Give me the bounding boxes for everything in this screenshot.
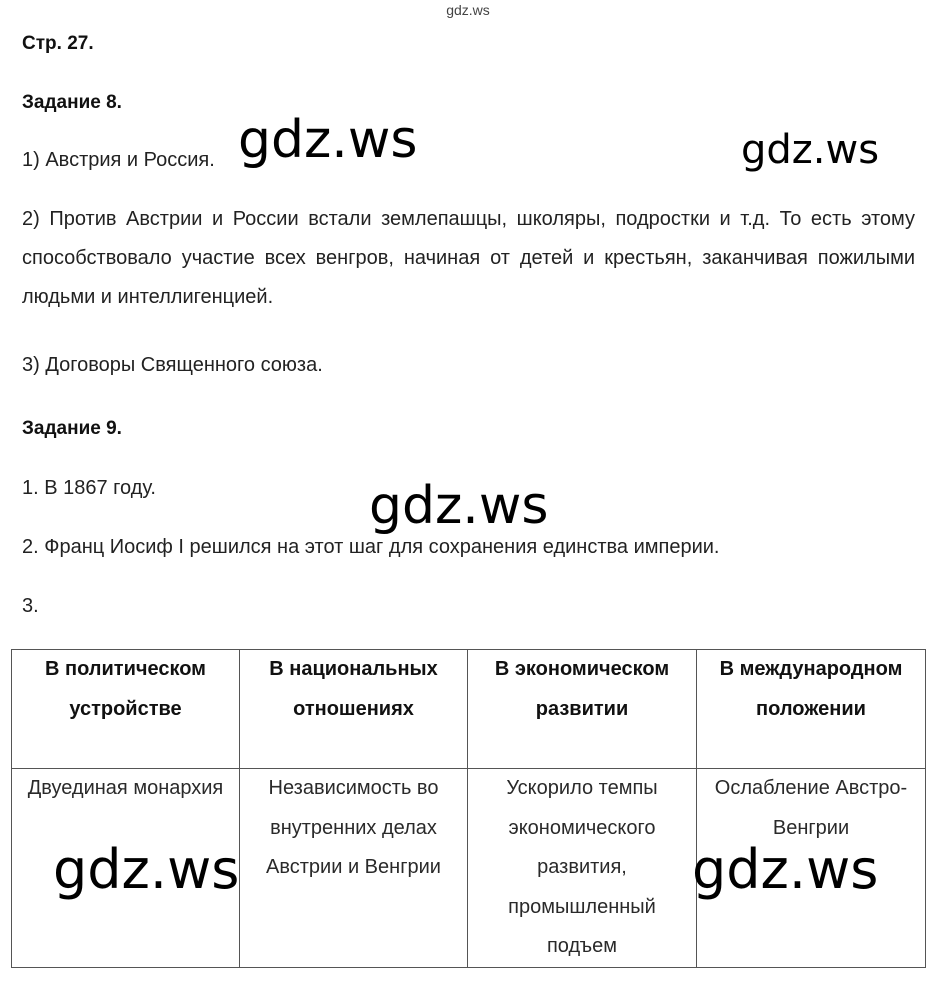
task-9-answer-2: 2. Франц Иосиф I решился на этот шаг для сохранения единства империи. [22,536,720,558]
cell-political: Двуединая монархия [12,769,240,968]
cell-economic: Ускорило темпы экономического развития, промышленный подъем [468,769,697,968]
task-9-heading: Задание 9. [22,418,122,439]
task-9-answer-1: 1. В 1867 году. [22,477,156,499]
header-international: В международном положении [697,650,926,769]
task-8-answer-3: 3) Договоры Священного союза. [22,354,323,376]
consequences-table [11,649,926,968]
table-header-row [12,650,926,769]
header-economic: В экономическом развитии [468,650,697,769]
watermark: gdz.ws [238,110,418,170]
cell-national: Независимость во внутренних делах Австрии и Венгрии [240,769,468,968]
watermark: gdz.ws [53,838,240,901]
page-reference: Стр. 27. [22,33,94,54]
task-9-answer-3: 3. [22,595,39,617]
watermark: gdz.ws [369,476,549,536]
cell-international: Ослабление Австро-Венгрии [697,769,926,968]
task-8-answer-2: 2) Против Австрии и России встали землепашцы, школяры, подростки и т.д. То есть этому способствовало участие всех венгров, начиная от детей и крестьян, заканчивая пожилыми людьми и интеллигенцией. [22,208,915,308]
header-national: В национальных отношениях [240,650,468,769]
task-8-answer-1: 1) Австрия и Россия. [22,149,215,171]
header-political: В политическом устройстве [12,650,240,769]
watermark: gdz.ws [741,127,880,173]
watermark-top: gdz.ws [446,2,490,18]
task-8-heading: Задание 8. [22,92,122,113]
watermark: gdz.ws [692,838,879,901]
